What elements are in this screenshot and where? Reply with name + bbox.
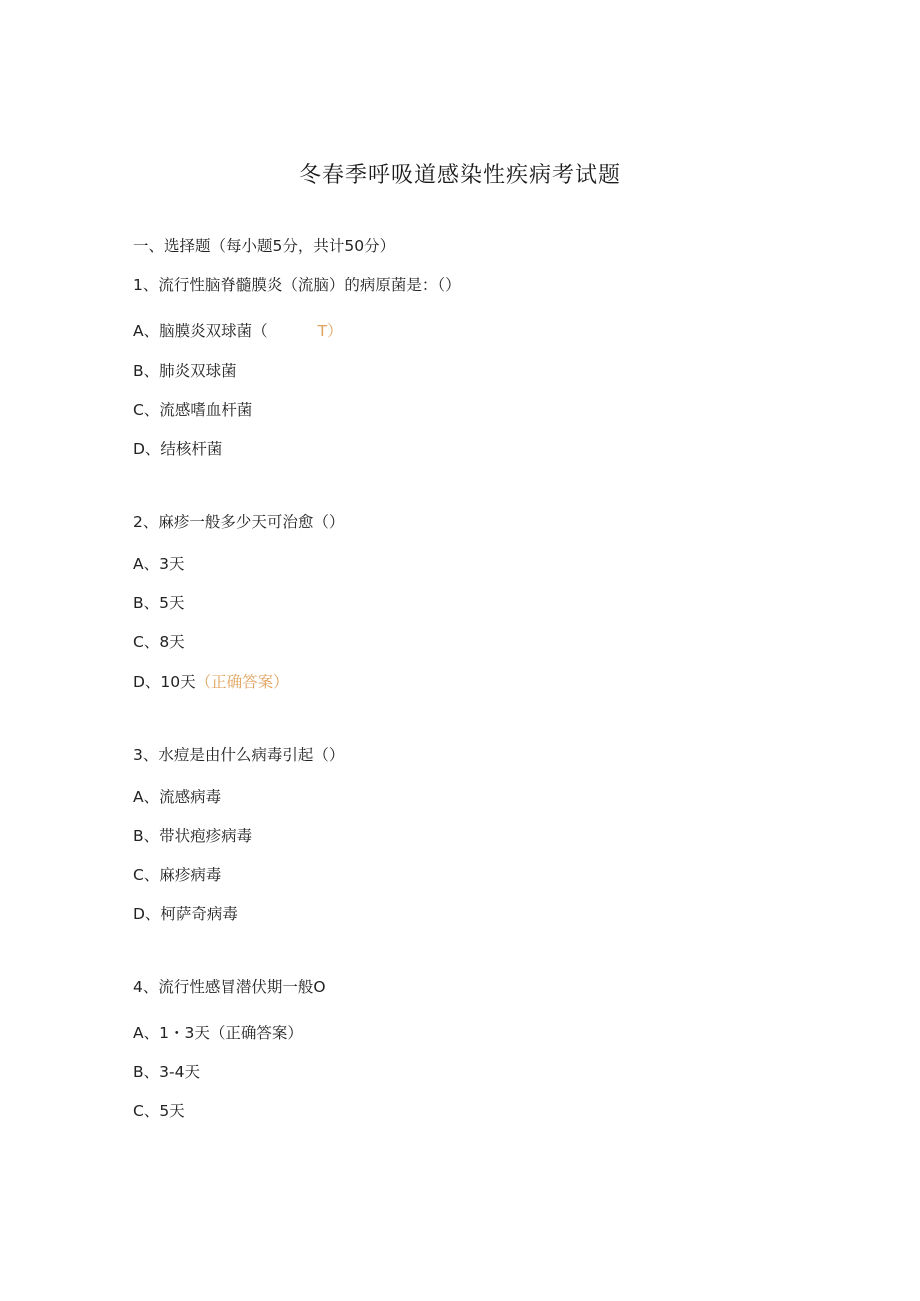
question-4-stem: 4、流行性感冒潜伏期一般O xyxy=(133,978,326,996)
section-heading: 一、选择题（每小题5分，共计50分） xyxy=(133,237,396,255)
option-d-text: D、10天 xyxy=(133,673,196,691)
question-1-option-a xyxy=(133,321,343,341)
question-2-option-c: C、8天 xyxy=(133,633,185,651)
question-4-option-c: C、5天 xyxy=(133,1102,185,1120)
page-title: 冬春季呼吸道感染性疾病考试题 xyxy=(298,163,621,188)
question-2-option-d xyxy=(133,672,289,692)
question-3-stem: 3、水痘是由什么病毒引起（） xyxy=(133,746,345,764)
question-3-option-a: A、流感病毒 xyxy=(133,788,222,806)
question-3-option-d: D、柯萨奇病毒 xyxy=(133,905,238,923)
question-1-stem: 1、流行性脑脊髓膜炎（流脑）的病原菌是：（） xyxy=(133,276,461,294)
question-3-option-c: C、麻疹病毒 xyxy=(133,866,222,884)
option-a-text: A、脑膜炎双球菌（ xyxy=(133,322,268,340)
question-3-option-b: B、带状疱疹病毒 xyxy=(133,827,253,845)
question-1-option-b: B、肺炎双球菌 xyxy=(133,362,237,380)
question-1-option-d: D、结核杆菌 xyxy=(133,440,223,458)
question-4-option-b: B、3-4天 xyxy=(133,1063,200,1081)
question-2-option-a: A、3天 xyxy=(133,555,185,573)
answer-mark: T） xyxy=(317,322,343,340)
question-1-option-c: C、流感嗜血杆菌 xyxy=(133,401,253,419)
question-2-option-b: B、5天 xyxy=(133,594,185,612)
question-2-stem: 2、麻疹一般多少天可治愈（） xyxy=(133,513,345,531)
answer-mark: （正确答案） xyxy=(195,673,289,691)
question-4-option-a: A、1・3天（正确答案） xyxy=(133,1024,303,1042)
